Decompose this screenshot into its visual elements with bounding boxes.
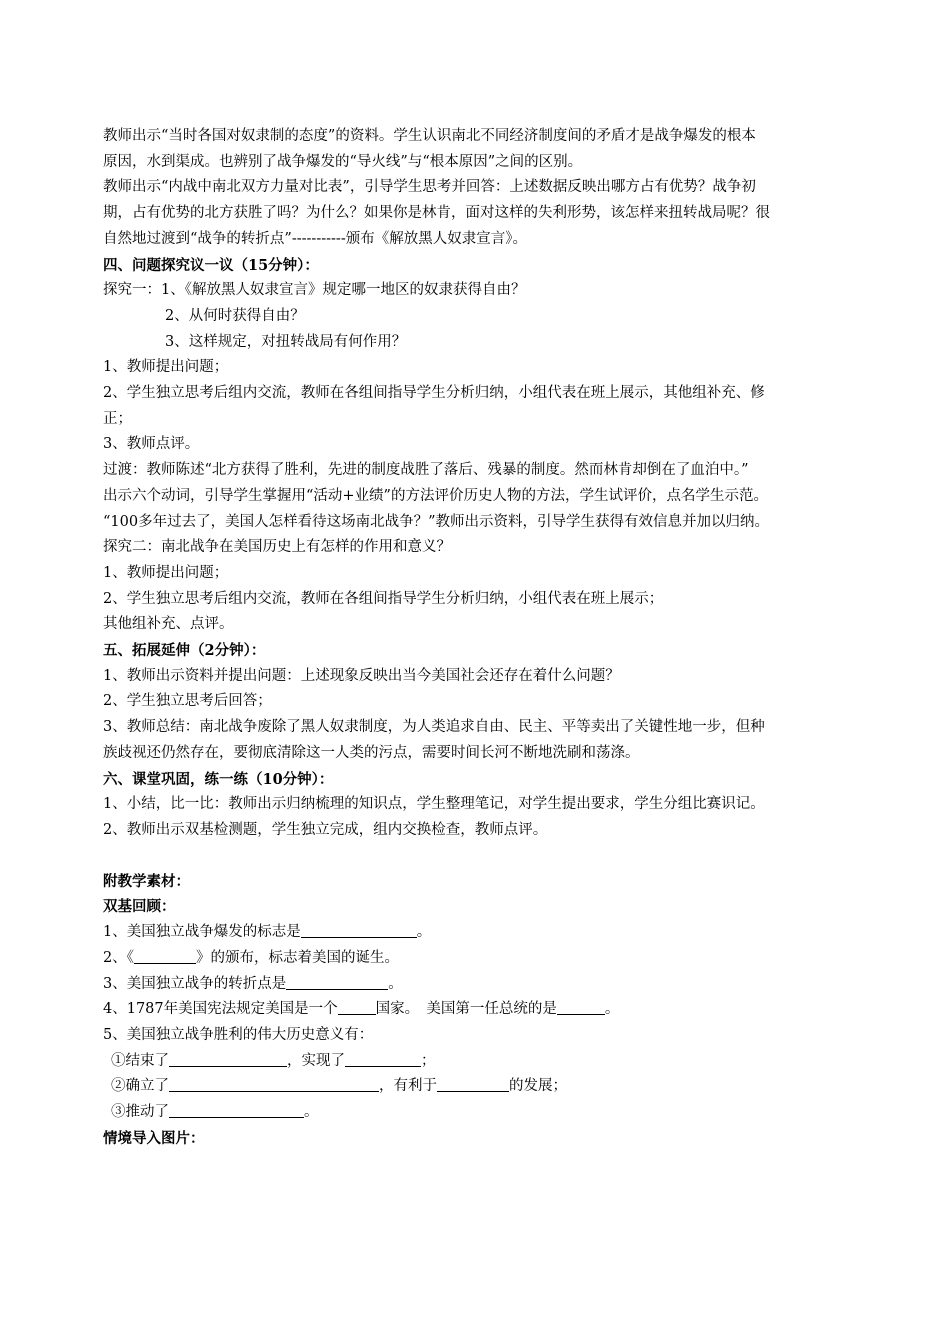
explore-question: 探究二：南北战争在美国历史上有怎样的作用和意义？ xyxy=(103,539,451,556)
review-question-2 xyxy=(103,946,883,972)
section-heading-5: 五、拓展延伸（2分钟）： xyxy=(103,642,266,660)
answer-blank[interactable] xyxy=(437,1075,509,1092)
question-text: ，实现了 xyxy=(287,1052,345,1069)
document-page xyxy=(103,124,883,1151)
paragraph-line: 期，占有优势的北方获胜了吗？为什么？如果你是林肯，面对这样的失利形势，该怎样来扭转战局呢？很 xyxy=(103,205,770,222)
answer-blank[interactable] xyxy=(301,921,417,938)
appendix-heading: 附教学素材： xyxy=(103,872,190,890)
answer-blank[interactable] xyxy=(169,1075,379,1092)
step-item: 1、教师提出问题； xyxy=(103,564,229,581)
review-question-3 xyxy=(103,972,883,998)
question-text: 。 xyxy=(388,975,403,992)
paragraph-line: 教师出示“内战中南北双方力量对比表”，引导学生思考并回答：上述数据反映出哪方占有优势？战争初 xyxy=(103,179,756,196)
explore-question: 2、从何时获得自由？ xyxy=(165,307,305,324)
answer-blank[interactable] xyxy=(169,1101,304,1118)
step-item: 其他组补充、点评。 xyxy=(103,616,234,633)
step-item: 2、学生独立思考后组内交流，教师在各组间指导学生分析归纳，小组代表在班上展示，其他组补充、修 xyxy=(103,385,765,402)
question-text: ②确立了 xyxy=(111,1078,169,1095)
section-heading-4: 四、问题探究议一议（15分钟）： xyxy=(103,256,319,274)
answer-blank[interactable] xyxy=(345,1050,421,1067)
question-text: 的发展； xyxy=(509,1078,567,1095)
question-text: 。 xyxy=(304,1104,319,1121)
review-subitem-3 xyxy=(103,1100,883,1126)
answer-blank[interactable] xyxy=(134,947,196,964)
answer-blank[interactable] xyxy=(286,973,388,990)
paragraph-line: “100多年过去了，美国人怎样看待这场南北战争？”教师出示资料，引导学生获得有效信息并加以归纳。 xyxy=(103,513,769,530)
paragraph-line: 教师出示“当时各国对奴隶制的态度”的资料。学生认识南北不同经济制度间的矛盾才是战争爆发的根本 xyxy=(103,128,756,144)
step-item: 2、学生独立思考后回答； xyxy=(103,693,272,710)
paragraph-line: 原因，水到渠成。也辨别了战争爆发的“导火线”与“根本原因”之间的区别。 xyxy=(103,153,583,170)
step-item: 正； xyxy=(103,410,132,427)
review-heading: 双基回顾： xyxy=(103,898,176,916)
question-text: 》的颁布，标志着美国的诞生。 xyxy=(195,949,399,966)
question-text: ，有利于 xyxy=(379,1078,437,1095)
spacer xyxy=(103,844,883,869)
question-text: 。 xyxy=(604,1001,620,1018)
question-text: 国家。 美国第一任总统的是 xyxy=(375,1001,557,1018)
explore-question: 3、这样规定，对扭转战局有何作用？ xyxy=(165,333,407,350)
question-text: 1、美国独立战争爆发的标志是 xyxy=(103,924,301,941)
review-question-1 xyxy=(103,920,883,946)
answer-blank[interactable] xyxy=(338,998,376,1015)
question-text: 。 xyxy=(416,924,432,941)
section-heading-6: 六、课堂巩固，练一练（10分钟）： xyxy=(103,770,334,788)
review-subitem-1 xyxy=(103,1049,883,1075)
answer-blank[interactable] xyxy=(557,998,605,1015)
step-item: 2、教师出示双基检测题，学生独立完成，组内交换检查，教师点评。 xyxy=(103,821,548,838)
explore-question: 探究一：1、《解放黑人奴隶宣言》规定哪一地区的奴隶获得自由？ xyxy=(103,282,526,299)
question-text: 3、美国独立战争的转折点是 xyxy=(103,975,287,992)
step-item: 3、教师总结：南北战争废除了黑人奴隶制度，为人类追求自由、民主、平等卖出了关键性地一步，但种 xyxy=(103,719,765,736)
question-text: ③推动了 xyxy=(111,1104,169,1121)
paragraph-line: 过渡：教师陈述“北方获得了胜利，先进的制度战胜了落后、残暴的制度。然而林肯却倒在了血泊中。” xyxy=(103,462,749,479)
question-text: 2、《 xyxy=(103,949,134,966)
answer-blank[interactable] xyxy=(169,1050,287,1067)
step-item: 族歧视还仍然存在，要彻底清除这一人类的污点，需要时间长河不断地洗刷和荡涤。 xyxy=(103,744,640,761)
question-text: ①结束了 xyxy=(111,1052,169,1069)
step-item: 1、教师出示资料并提出问题：上述现象反映出当今美国社会还存在着什么问题？ xyxy=(103,667,620,684)
paragraph-line: 出示六个动词，引导学生掌握用“活动+业绩”的方法评价历史人物的方法，学生试评价，点名学生示范。 xyxy=(103,487,768,504)
step-item: 1、小结，比一比：教师出示归纳梳理的知识点，学生整理笔记，对学生提出要求，学生分组比赛识记。 xyxy=(103,796,765,813)
step-item: 1、教师提出问题； xyxy=(103,359,229,376)
question-text: 4、1787年美国宪法规定美国是一个 xyxy=(103,1001,338,1018)
pictures-heading: 情境导入图片： xyxy=(103,1129,205,1147)
review-subitem-2 xyxy=(103,1074,883,1100)
review-question-5: 5、美国独立战争胜利的伟大历史意义有： xyxy=(103,1026,374,1043)
paragraph-line: 自然地过渡到“战争的转折点”-----------颁布《解放黑人奴隶宣言》。 xyxy=(103,230,527,247)
step-item: 3、教师点评。 xyxy=(103,436,200,453)
step-item: 2、学生独立思考后组内交流，教师在各组间指导学生分析归纳，小组代表在班上展示； xyxy=(103,590,664,607)
review-question-4 xyxy=(103,997,883,1023)
question-text: ； xyxy=(421,1052,436,1069)
